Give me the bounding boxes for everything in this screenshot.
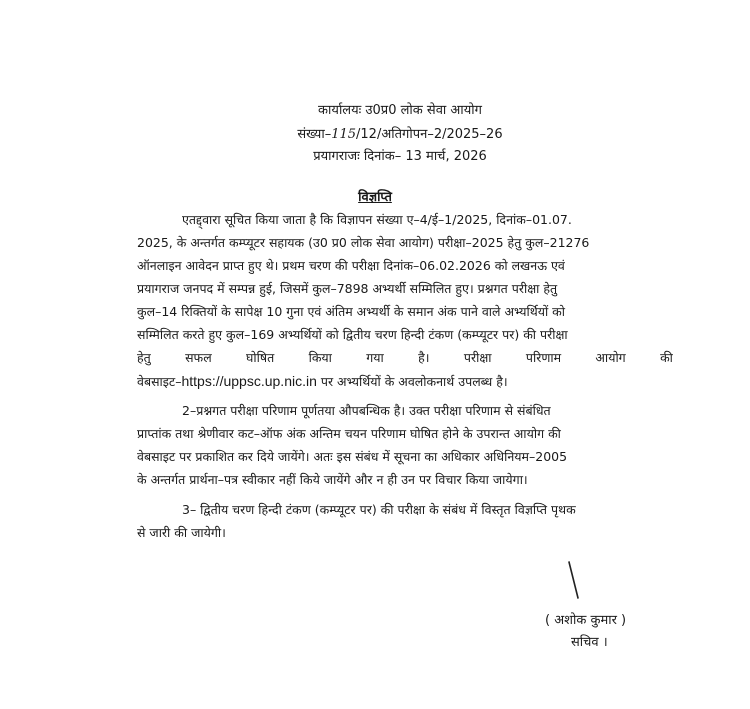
para1-line: सम्मिलित करते हुए कुल–169 अभ्यर्थियों को द्वितीय चरण हिन्दी टंकण (कम्प्यूटर पर) की परीक्षा bbox=[137, 327, 568, 342]
para1-line: 2025, के अन्तर्गत कम्प्यूटर सहायक (उ0 प्र0 लोक सेवा आयोग) परीक्षा–2025 हेतु कुल–21276 bbox=[137, 235, 590, 250]
website-url: https://uppsc.up.nic.in bbox=[181, 373, 317, 389]
para1-line: ऑनलाइन आवेदन प्राप्त हुए थे। प्रथम चरण की परीक्षा दिनांक–06.02.2026 को लखनऊ एवं bbox=[137, 258, 565, 273]
para3-line: से जारी की जायेगी। bbox=[137, 525, 226, 540]
para1-justified-line bbox=[137, 348, 673, 368]
signature-mark bbox=[565, 560, 585, 600]
para2-line: प्राप्तांक तथा श्रेणीवार कट–ऑफ अंक अन्तिम चयन परिणाम घोषित होने के उपरान्त आयोग की bbox=[137, 426, 561, 441]
word: परिणाम bbox=[525, 350, 562, 365]
word: की bbox=[660, 350, 673, 365]
word: परीक्षा bbox=[463, 350, 492, 365]
website-suffix: पर अभ्यर्थियों के अवलोकनार्थ उपलब्ध है। bbox=[316, 374, 508, 389]
place-date: प्रयागराजः दिनांक– 13 मार्च, 2026 bbox=[313, 149, 487, 164]
reference-handwritten-number: 115 bbox=[331, 127, 357, 142]
word: गया bbox=[366, 350, 384, 365]
website-prefix: वेबसाइट– bbox=[137, 374, 182, 389]
reference-prefix: संख्या– bbox=[297, 127, 332, 142]
para2-line: 2–प्रश्नगत परीक्षा परिणाम पूर्णतया औपबन्धिक है। उक्त परीक्षा परिणाम से संबंधित bbox=[182, 403, 551, 418]
word: किया bbox=[308, 350, 332, 365]
word: घोषित bbox=[246, 350, 275, 365]
para1-line: एतद्द्वारा सूचित किया जाता है कि विज्ञापन संख्या ए–4/ई–1/2025, दिनांक–01.07. bbox=[182, 212, 572, 227]
para1-line: प्रयागराज जनपद में सम्पन्न हुई, जिसमें कुल–7898 अभ्यर्थी सम्मिलित हुए। प्रश्नगत परीक्षा हेतु bbox=[137, 281, 558, 296]
para1-line: कुल–14 रिक्तियों के सापेक्ष 10 गुना एवं अंतिम अभ्यर्थी के समान अंक पाने वाले अभ्यर्थियों को bbox=[137, 304, 566, 319]
word: है। bbox=[418, 350, 430, 365]
para2-line: के अन्तर्गत प्रार्थना–पत्र स्वीकार नहीं किये जायेंगे और न ही उन पर विचार किया जायेगा। bbox=[137, 472, 528, 487]
word: सफल bbox=[185, 350, 212, 365]
para2-line: वेबसाइट पर प्रकाशित कर दिये जायेंगे। अतः इस संबंध में सूचना का अधिकार अधिनियम–2005 bbox=[137, 449, 568, 464]
reference-number bbox=[0, 124, 750, 142]
para1-website-line bbox=[137, 371, 673, 391]
signatory-designation: सचिव । bbox=[571, 635, 608, 650]
notice-title: विज्ञप्ति bbox=[358, 190, 392, 205]
reference-suffix: /12/अतिगोपन–2/2025–26 bbox=[356, 127, 503, 142]
word: आयोग bbox=[595, 350, 626, 365]
para3-line: 3– द्वितीय चरण हिन्दी टंकण (कम्प्यूटर पर) की परीक्षा के संबंध में विस्तृत विज्ञप्ति पृथक bbox=[182, 502, 576, 517]
office-name: कार्यालयः उ0प्र0 लोक सेवा आयोग bbox=[318, 103, 482, 118]
word: हेतु bbox=[137, 350, 151, 365]
signatory-name: ( अशोक कुमार ) bbox=[545, 613, 627, 628]
